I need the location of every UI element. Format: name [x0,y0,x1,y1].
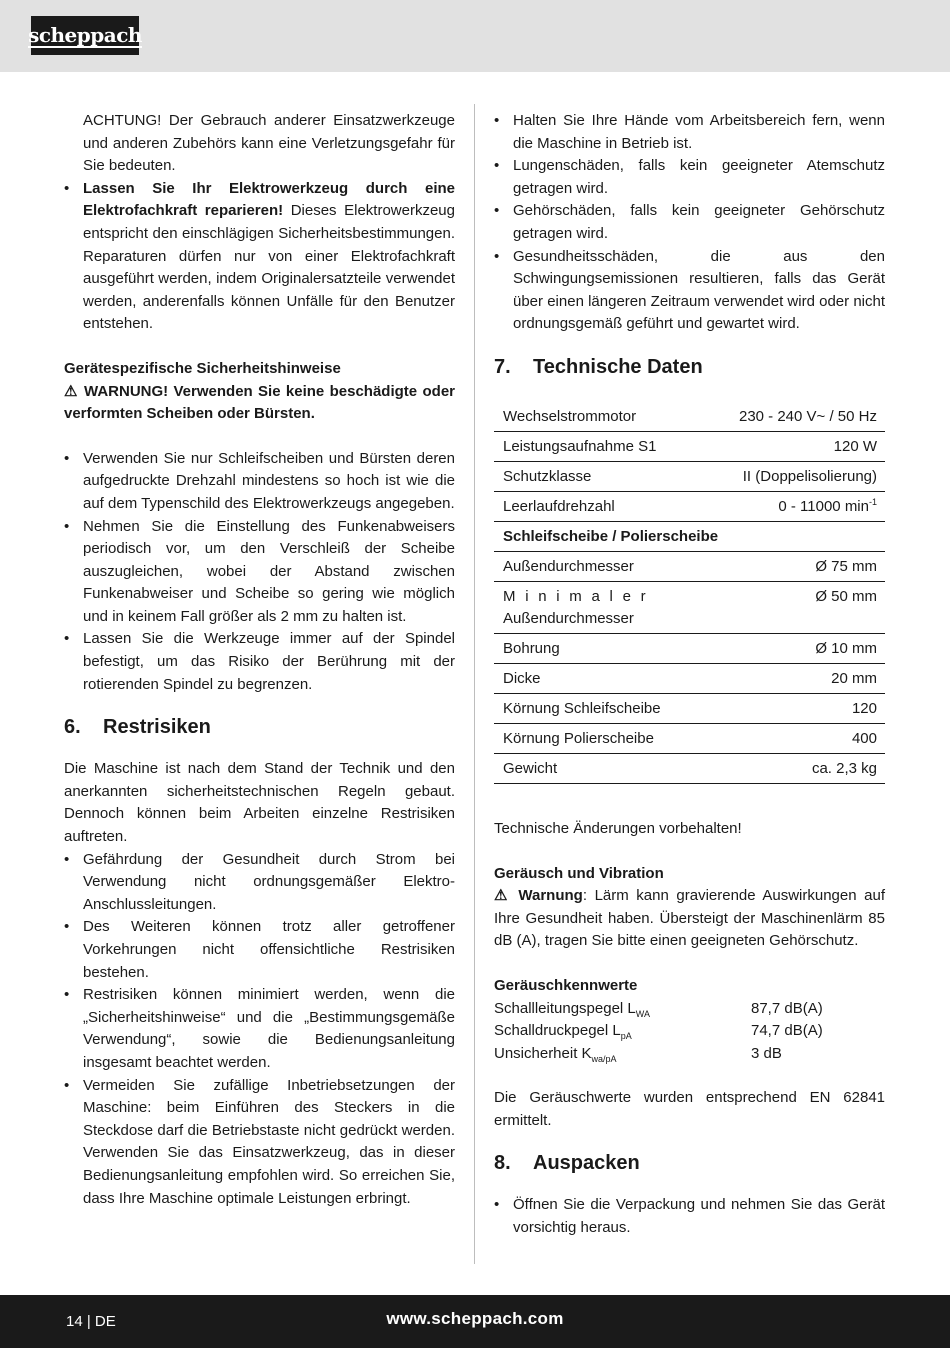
speed-exponent: -1 [868,496,877,507]
noise-values-table [494,998,823,1066]
table-row [494,1043,823,1066]
list-item: • Halten Sie Ihre Hände vom Arbeitsbereich fern, wenn die Maschine in Betrieb ist. [494,110,885,155]
noise-warning-text: : Lärm kann gravierende Auswirkungen auf Ihre Gesundheit haben. Übersteigt der Maschinenlärm 85 dB (A), tragen Sie bitte einen geeigneten Gehörschutz. [494,887,885,950]
section-6-heading [64,714,455,740]
list-item: • Nehmen Sie die Einstellung des Funkenabweisers periodisch vor, um den Verschleiß der Scheibe auszugleichen, wobei der Abstand zwischen Funkenabweiser und Scheibe so gering wie möglich und in keinem Fall größer als 2 mm zu halten ist. [64,516,455,629]
list-item: • Restrisiken können minimiert werden, wenn die „Sicherheitshinweise“ und die „Bestimmungsgemäße Verwendung“, sowie die Bedienungsanleitung insgesamt beachtet werden. [64,984,455,1074]
noise-title: Geräusch und Vibration [494,864,664,882]
table-row [494,753,885,783]
spec-label [494,581,701,633]
spec-value [701,491,885,521]
table-row [494,581,885,633]
spec-value: Ø 50 mm [701,581,885,633]
noise-label [494,1020,751,1043]
right-column [494,110,885,1240]
geraet-title: Gerätespezifische Sicherheitshinweise [64,359,341,377]
list-item: • Vermeiden Sie zufällige Inbetriebsetzungen der Maschine: beim Einführen des Steckers in die Steckdose darf die Betriebstaste nicht gedrückt werden. Verwenden Sie das Einsatzwerkzeug, das in dieser Bedienungsanleitung empfohlen wird. So erreichen Sie, dass Ihre Maschine optimale Leistungen erbringt. [64,1075,455,1211]
section-title: Restrisiken [103,716,211,739]
hazard-list [494,110,885,336]
spec-label: Gewicht [494,753,701,783]
section-title: Auspacken [533,1152,640,1175]
spec-label: Bohrung [494,633,701,663]
spec-value: 20 mm [701,663,885,693]
spec-label-line2: Außendurchmesser [503,609,634,627]
table-row [494,693,885,723]
spec-label: Dicke [494,663,701,693]
tech-spec-table [494,402,885,784]
noise-label-sub: pA [620,1031,632,1042]
warning-icon: ⚠ [494,887,511,905]
page-number: 14 | DE [66,1313,116,1330]
logo-text: scheppach [28,22,142,47]
page-header [0,0,950,72]
list-item: • Lungenschäden, falls kein geeigneter Atemschutz getragen wird. [494,155,885,200]
list-item: • Lassen Sie die Werkzeuge immer auf der Spindel befestigt, um das Risiko der Berührung mit der rotierenden Spindel zu begrenzen. [64,628,455,696]
noise-label-sub: WA [635,1008,650,1019]
noise-label [494,1043,751,1066]
auspacken-list [494,1194,885,1239]
noise-warning [494,885,885,953]
section-7-heading [494,354,885,380]
warning-icon: ⚠ [64,382,79,400]
noise-value: 3 dB [751,1044,782,1062]
list-item: • Verwenden Sie nur Schleifscheiben und Bürsten deren aufgedruckte Drehzahl mindestens so hoch ist wie die auf dem Typenschild des Elektrowerkzeugs angegeben. [64,448,455,516]
spec-value: Ø 75 mm [701,551,885,581]
list-item: • Öffnen Sie die Verpackung und nehmen Sie das Gerät vorsichtig heraus. [494,1194,885,1239]
noise-final-note: Die Geräuschwerte wurden entsprechend EN 62841 ermittelt. [494,1089,885,1129]
section-number: 7. [494,355,511,378]
noise-label-sub: wa/pA [591,1053,617,1064]
spec-value: 120 W [701,431,885,461]
geraet-warning [64,381,455,426]
list-item: • Gesundheitsschäden, die aus den Schwingungsemissionen resultieren, falls das Gerät über einen längeren Zeitraum verwendet wird oder nicht ordnungsgemäß geführt und gewartet wird. [494,246,885,336]
noise-label-text: Unsicherheit K [494,1044,592,1062]
spec-value: II (Doppelisolierung) [701,461,885,491]
table-subheader-row [494,521,885,551]
restrisiken-list [64,849,455,1211]
geraet-list [64,448,455,697]
noise-value: 87,7 dB(A) [751,999,823,1017]
spec-value: 400 [701,723,885,753]
spec-label-line1: Minimaler [503,587,656,605]
table-row [494,663,885,693]
spec-value: ca. 2,3 kg [701,753,885,783]
spec-label: Schutzklasse [494,461,701,491]
left-column [64,110,455,1210]
table-row [494,431,885,461]
spec-label: Wechselstrommotor [494,402,701,432]
speed-value: 0 - 11000 min [778,497,869,515]
section-number: 6. [64,716,81,739]
noise-label [494,998,751,1021]
table-row [494,998,823,1021]
spec-label: Körnung Schleifscheibe [494,693,701,723]
scheppach-logo [28,16,142,55]
noise-label-text: Schallleitungspegel L [494,999,636,1017]
repair-list [64,178,455,336]
spec-value: Ø 10 mm [701,633,885,663]
table-row [494,491,885,521]
warning-text: WARNUNG! Verwenden Sie keine beschädigte oder verformten Scheiben oder Bürsten. [64,382,455,423]
noise-label-text: Schalldruckpegel L [494,1022,621,1040]
list-item: • Des Weiteren können trotz aller getroffener Vorkehrungen nicht offensichtliche Restrisiken bestehen. [64,916,455,984]
table-row [494,551,885,581]
list-item: • Gefährdung der Gesundheit durch Strom bei Verwendung nicht ordnungsgemäßer Elektro-Anschlussleitungen. [64,849,455,917]
page-footer [0,1295,950,1348]
website-url: www.scheppach.com [386,1309,564,1328]
repair-bold-text: Lassen Sie Ihr Elektrowerkzeug durch eine Elektrofachkraft reparieren! [83,179,455,220]
spec-value: 120 [701,693,885,723]
list-item [64,178,455,336]
kennwerte-title: Geräuschkennwerte [494,976,638,994]
table-row [494,402,885,432]
table-row [494,461,885,491]
spec-label: Außendurchmesser [494,551,701,581]
spec-label: Körnung Polierscheibe [494,723,701,753]
tech-note: Technische Änderungen vorbehalten! [494,819,742,837]
repair-text: Dieses Elektrowerkzeug entspricht den einschlägigen Sicherheitsbestimmungen. Reparaturen dürfen nur von einer Elektrofachkraft ausgeführt werden, indem Originalersatzteile verwendet werden, anderenfalls können Unfälle für den Benutzer entstehen. [83,202,455,333]
restrisiken-intro: Die Maschine ist nach dem Stand der Technik und den anerkannten sicherheitstechnischen Regeln gebaut. Dennoch können beim Arbeiten einzelne Restrisiken auftreten. [64,760,455,846]
list-item: • Gehörschäden, falls kein geeigneter Gehörschutz getragen wird. [494,200,885,245]
column-divider [474,104,475,1264]
table-row [494,633,885,663]
table-row [494,1020,823,1043]
noise-warning-label: Warnung [510,887,583,905]
intro-warning-paragraph: ACHTUNG! Der Gebrauch anderer Einsatzwerkzeuge und anderen Zubehörs kann eine Verletzungsgefahr für Sie bedeuten. [83,112,455,175]
section-number: 8. [494,1152,511,1175]
noise-value: 74,7 dB(A) [751,1022,823,1040]
section-title: Technische Daten [533,355,703,378]
spec-value: 230 - 240 V~ / 50 Hz [701,402,885,432]
spec-subheader: Schleifscheibe / Polierscheibe [494,521,885,551]
spec-label: Leerlaufdrehzahl [494,491,701,521]
table-row [494,723,885,753]
spec-label: Leistungsaufnahme S1 [494,431,701,461]
section-8-heading [494,1150,885,1176]
